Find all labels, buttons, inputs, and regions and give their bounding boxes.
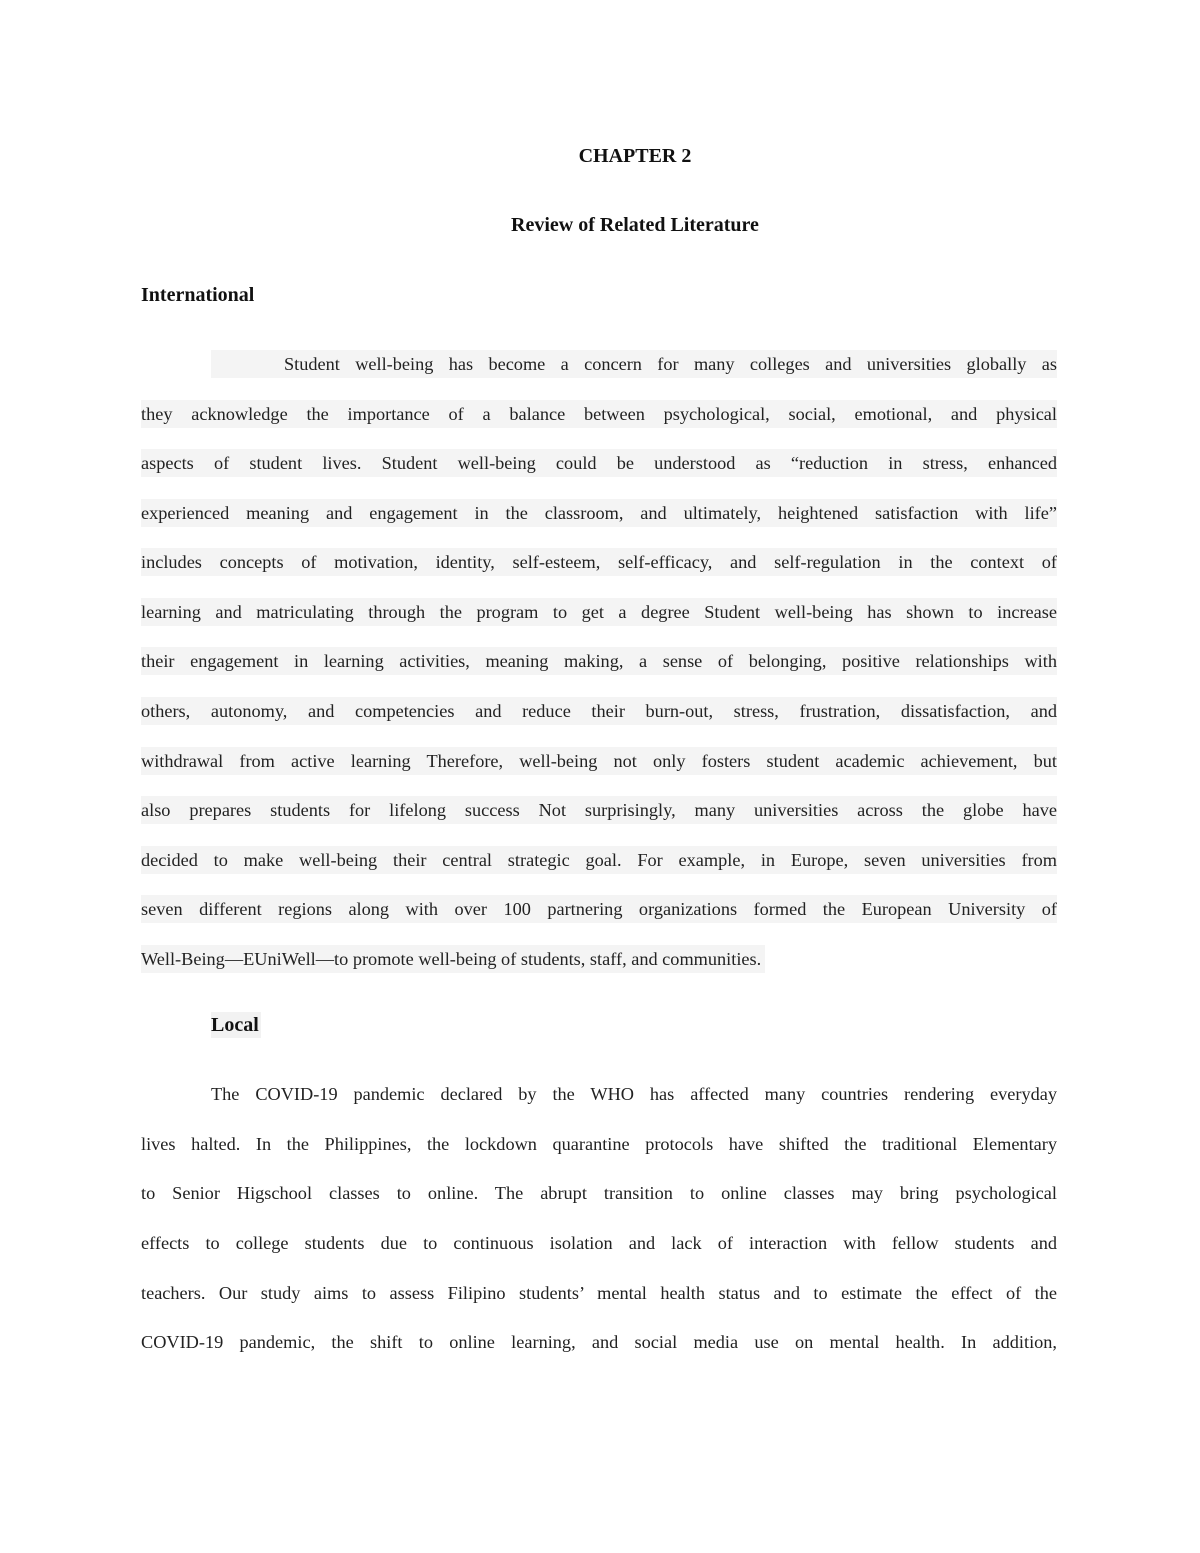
- page-title: Review of Related Literature: [511, 214, 759, 236]
- paragraph-line: learning and matriculating through the program to get a degree Student well-being has shown to increase: [141, 598, 1057, 626]
- paragraph-line: their engagement in learning activities, meaning making, a sense of belonging, positive relationships with: [141, 647, 1057, 675]
- paragraph-line: withdrawal from active learning Therefore, well-being not only fosters student academic achievement, but: [141, 747, 1057, 775]
- paragraph-line: seven different regions along with over 100 partnering organizations formed the European University of: [141, 895, 1057, 923]
- paragraph-line: COVID-19 pandemic, the shift to online learning, and social media use on mental health. In addition,: [141, 1332, 1057, 1352]
- paragraph-line: also prepares students for lifelong success Not surprisingly, many universities across the globe have: [141, 796, 1057, 824]
- paragraph-line: others, autonomy, and competencies and reduce their burn-out, stress, frustration, dissatisfaction, and: [141, 697, 1057, 725]
- paragraph-line: lives halted. In the Philippines, the lockdown quarantine protocols have shifted the traditional Elementary: [141, 1134, 1057, 1154]
- paragraph-line: Student well-being has become a concern for many colleges and universities globally as: [211, 350, 1057, 378]
- paragraph-line: effects to college students due to continuous isolation and lack of interaction with fellow students and: [141, 1233, 1057, 1253]
- paragraph-line: aspects of student lives. Student well-being could be understood as “reduction in stress, enhanced: [141, 449, 1057, 477]
- chapter-title: CHAPTER 2: [578, 145, 692, 167]
- section-heading-local: Local: [211, 1014, 259, 1036]
- paragraph-line: to Senior Higschool classes to online. The abrupt transition to online classes may bring psychological: [141, 1183, 1057, 1203]
- section-heading-international: International: [141, 284, 255, 306]
- paragraph-line: includes concepts of motivation, identity, self-esteem, self-efficacy, and self-regulation in the context of: [141, 548, 1057, 576]
- paragraph-line: Well-Being—EUniWell—to promote well-being of students, staff, and communities.: [141, 945, 765, 973]
- paragraph-line: they acknowledge the importance of a balance between psychological, social, emotional, and physical: [141, 400, 1057, 428]
- paragraph-line: experienced meaning and engagement in the classroom, and ultimately, heightened satisfaction with life”: [141, 499, 1057, 527]
- paragraph-line: teachers. Our study aims to assess Filipino students’ mental health status and to estimate the effect of the: [141, 1283, 1057, 1303]
- paragraph-line: decided to make well-being their central strategic goal. For example, in Europe, seven universities from: [141, 846, 1057, 874]
- paragraph-line: The COVID-19 pandemic declared by the WHO has affected many countries rendering everyday: [211, 1084, 1057, 1104]
